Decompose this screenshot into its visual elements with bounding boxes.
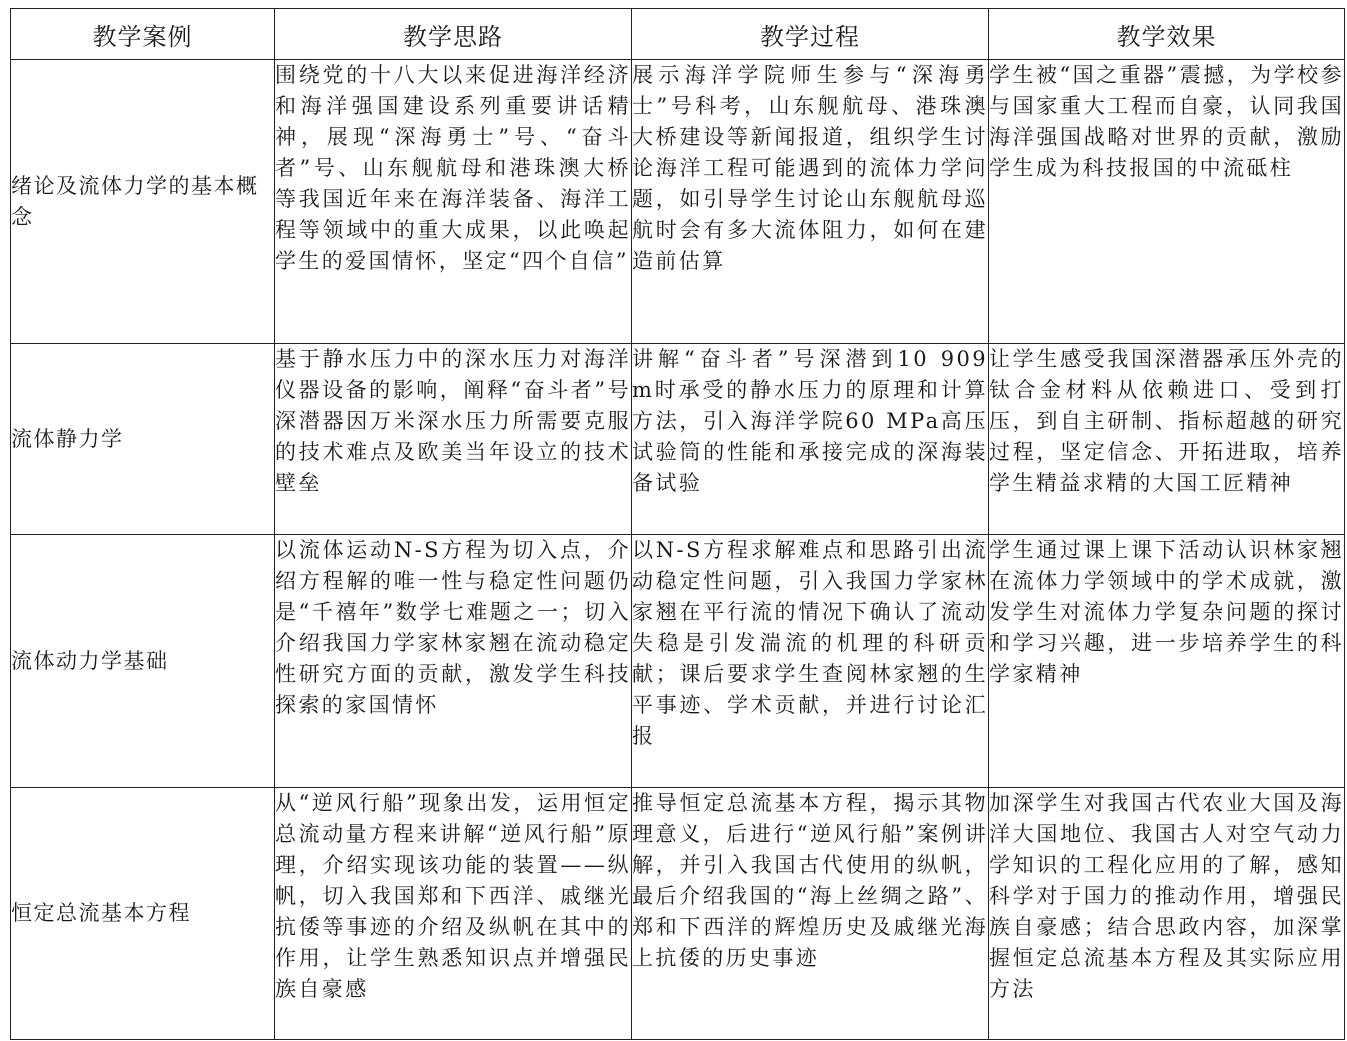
effect-cell: 让学生感受我国深潜器承压外壳的钛合金材料从依赖进口、受到打压，到自主研制、指标超越的研究过程，坚定信念、开拓进取，培养学生精益求精的大国工匠精神	[989, 344, 1345, 535]
header-effect: 教学效果	[989, 9, 1345, 60]
effect-cell: 学生通过课上课下活动认识林家翘在流体力学领域中的学术成就，激发学生对流体力学复杂问题的探讨和学习兴趣，进一步培养学生的科学家精神	[989, 535, 1345, 788]
table-row	[11, 788, 1345, 1040]
process-cell: 讲解“奋斗者”号深潜到10 909 m时承受的静水压力的原理和计算方法，引入海洋学院60 MPa高压试验筒的性能和承接完成的深海装备试验	[632, 344, 989, 535]
header-process: 教学过程	[632, 9, 989, 60]
effect-cell: 学生被“国之重器”震撼，为学校参与国家重大工程而自豪，认同我国海洋强国战略对世界的贡献，激励学生成为科技报国的中流砥柱	[989, 60, 1345, 344]
case-cell: 流体静力学	[11, 344, 275, 535]
table-row	[11, 344, 1345, 535]
process-cell: 推导恒定总流基本方程，揭示其物理意义，后进行“逆风行船”案例讲解，并引入我国古代使用的纵帆，最后介绍我国的“海上丝绸之路”、郑和下西洋的辉煌历史及戚继光海上抗倭的历史事迹	[632, 788, 989, 1040]
header-row	[11, 9, 1345, 60]
table-row	[11, 535, 1345, 788]
process-cell: 展示海洋学院师生参与“深海勇士”号科考，山东舰航母、港珠澳大桥建设等新闻报道，组织学生讨论海洋工程可能遇到的流体力学问题，如引导学生讨论山东舰航母巡航时会有多大流体阻力，如何在建造前估算	[632, 60, 989, 344]
approach-cell: 从“逆风行船”现象出发，运用恒定总流动量方程来讲解“逆风行船”原理，介绍实现该功能的装置——纵帆，切入我国郑和下西洋、戚继光抗倭等事迹的介绍及纵帆在其中的作用，让学生熟悉知识点并增强民族自豪感	[275, 788, 632, 1040]
approach-cell: 以流体运动N-S方程为切入点，介绍方程解的唯一性与稳定性问题仍是“千禧年”数学七难题之一；切入介绍我国力学家林家翘在流动稳定性研究方面的贡献，激发学生科技探索的家国情怀	[275, 535, 632, 788]
header-approach: 教学思路	[275, 9, 632, 60]
header-case: 教学案例	[11, 9, 275, 60]
effect-cell: 加深学生对我国古代农业大国及海洋大国地位、我国古人对空气动力学知识的工程化应用的了解，感知科学对于国力的推动作用，增强民族自豪感；结合思政内容，加深掌握恒定总流基本方程及其实际应用方法	[989, 788, 1345, 1040]
case-cell: 流体动力学基础	[11, 535, 275, 788]
approach-cell: 基于静水压力中的深水压力对海洋仪器设备的影响，阐释“奋斗者”号深潜器因万米深水压力所需要克服的技术难点及欧美当年设立的技术壁垒	[275, 344, 632, 535]
teaching-cases-table	[10, 8, 1345, 1040]
approach-cell: 围绕党的十八大以来促进海洋经济和海洋强国建设系列重要讲话精神，展现“深海勇士”号、“奋斗者”号、山东舰航母和港珠澳大桥等我国近年来在海洋装备、海洋工程等领域中的重大成果，以此唤起学生的爱国情怀，坚定“四个自信”	[275, 60, 632, 344]
case-cell: 恒定总流基本方程	[11, 788, 275, 1040]
process-cell: 以N-S方程求解难点和思路引出流动稳定性问题，引入我国力学家林家翘在平行流的情况下确认了流动失稳是引发湍流的机理的科研贡献；课后要求学生查阅林家翘的生平事迹、学术贡献，并进行讨论汇报	[632, 535, 989, 788]
table-row	[11, 60, 1345, 344]
case-cell: 绪论及流体力学的基本概念	[11, 60, 275, 344]
